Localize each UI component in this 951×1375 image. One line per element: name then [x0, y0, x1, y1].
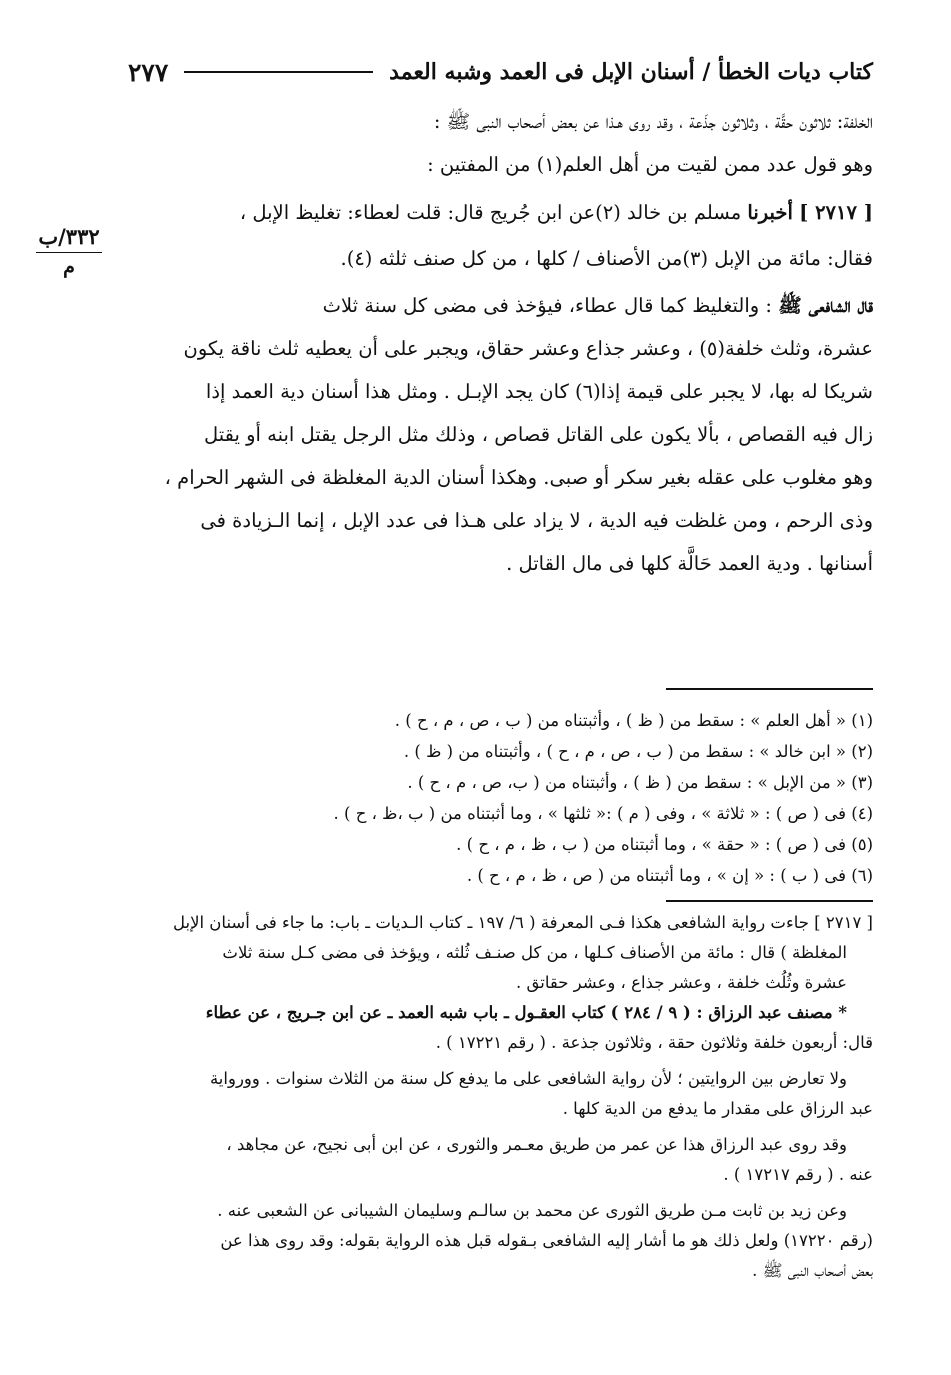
folio-number: ٣٣٢/ب: [38, 224, 100, 249]
folio-marker: [30, 224, 108, 278]
text-line: أسنانها . ودية العمد حَالَّة كلها فى مال القاتل .: [506, 552, 873, 575]
commentary-line: قال: أربعون خلفة وثلاثون حقة ، وثلاثون جذعة . ( رقم ١٧٢٢١ ) .: [435, 1033, 873, 1052]
footnote-item: (٥) فى ( ص ) : « حقة » ، وما أثبتناه من ( ب ، ظ ، م ، ح ) .: [456, 835, 873, 854]
footnote-item: (١) « أهل العلم » : سقط من ( ظ ) ، وأثبتناه من ( ب ، ص ، م ، ح ) .: [394, 711, 873, 730]
footnote-item: (٦) فى ( ب ) : « إن » ، وما أثبتناه من ( ص ، ظ ، م ، ح ) .: [466, 866, 873, 885]
text-line: فقال: مائة من الإبل (٣)من الأصناف / كلها ، من كل صنف ثلثه (٤).: [340, 247, 873, 270]
text-line: عشرة، وثلث خلفة(٥) ، وعشر جذاع وعشر حقاق، ويجبر على أن يعطيه ثلث ناقة يكون: [183, 337, 873, 360]
header-rule: [184, 71, 373, 73]
hadith-text: مسلم بن خالد (٢)عن ابن جُريج قال: قلت لعطاء: تغليظ الإبل ،: [239, 201, 748, 224]
paragraph-text: : والتغليظ كما قال عطاء، فيؤخذ فى مضى كل سنة ثلاث: [322, 294, 779, 317]
footnote-item: (٤) فى ( ص ) : « ثلاثة » ، وفى ( م ) :« ثلثها » ، وما أثبتناه من ( ب ،ظ ، ح ) .: [333, 804, 873, 823]
commentary-line: عبد الرزاق على مقدار ما يدفع من الدية كلها .: [562, 1099, 873, 1118]
text-line: شريكا له بها، لا يجبر على قيمة إذا(٦) كان يجد الإبـل . ومثل هذا أسنان دية العمد إذا: [205, 380, 873, 403]
shafii-commentary: [128, 284, 873, 585]
footnote-separator: [666, 688, 873, 690]
editor-commentary: [128, 908, 873, 1286]
footnote-item: (٣) « من الإبل » : سقط من ( ظ ) ، وأثبتناه من ( ب، ص ، م ، ح ) .: [407, 773, 873, 792]
hadith-lead: أخبرنا: [747, 201, 793, 224]
manuscript-siglum: م: [63, 256, 75, 278]
page-number: ٢٧٧: [128, 57, 169, 87]
commentary-line: بعض أصحاب النبى ﷺ .: [752, 1261, 873, 1280]
text-line: وهو قول عدد ممن لقيت من أهل العلم(١) من المفتين :: [427, 153, 873, 176]
commentary-line: ولا تعارض بين الروايتين ؛ لأن رواية الشافعى على ما يدفع كل سنة من الثلاث سنوات . وورواية: [209, 1069, 847, 1088]
text-line: [128, 284, 873, 327]
commentary-line: [ ٢٧١٧ ] جاءت رواية الشافعى هكذا فـى المعرفة ( ٦/ ١٩٧ ـ كتاب الـديات ـ باب: ما جاء فى أسنان الإبل: [172, 913, 873, 932]
text-line: وهو مغلوب على عقله بغير سكر أو صبى. وهكذا أسنان الدية المغلظة فى الشهر الحرام ،: [164, 466, 873, 489]
commentary-line: المغلظة ) قال : مائة من الأصناف كـلها ، من كل صنـف ثُلثه ، ويؤخذ فى مضى كـل سنة ثلاث: [222, 943, 847, 962]
footnotes: [128, 705, 873, 891]
commentary-line: وقد روى عبد الرزاق هذا عن عمر من طريق معـمر والثورى ، عن ابن أبى نجيح، عن مجاهد ،: [226, 1135, 847, 1154]
hadith-2717: [128, 190, 873, 282]
hadith-number: [ ٢٧١٧ ]: [799, 201, 873, 224]
commentary-line: عنه . ( رقم ١٧٢١٧ ) .: [723, 1165, 873, 1184]
commentary-separator: [666, 900, 873, 902]
text-line: الخلفة: ثلاثون حقَّة ، وثلاثون جذَعة ، وقد روى هـذا عن بعض أصحاب النبى ﷺ :: [433, 110, 873, 133]
commentary-line: * مصنف عبد الرزاق : ( ٩ / ٢٨٤ ) كتاب العقـول ـ باب شبه العمد ـ عن ابن جـريج ، عن عطاء: [205, 1003, 847, 1022]
text-line: [128, 190, 873, 236]
page-header: [128, 55, 873, 89]
footnote-item: (٢) « ابن خالد » : سقط من ( ب ، ص ، م ، ح ) ، وأثبتناه من ( ظ ) .: [403, 742, 873, 761]
commentary-line: (رقم ١٧٢٢٠) ولعل ذلك هو ما أشار إليه الشافعى بـقوله قبل هذه الرواية بقوله: وقد روى هذا عن: [220, 1231, 873, 1250]
paragraph-continuation: [128, 100, 873, 186]
text-line: زال فيه القصاص ، بألا يكون على القاتل قصاص ، وذلك مثل الرجل يقتل ابنه أو يقتل: [203, 423, 873, 446]
folio-divider: [36, 252, 102, 253]
speaker-lead: قال الشافعى ﷺ: [778, 294, 873, 317]
text-line: وذى الرحم ، ومن غلظت فيه الدية ، لا يزاد على هـذا فى عدد الإبل ، إنما الـزيادة فى: [200, 509, 873, 532]
commentary-line: عشرة وثُلُث خلفة ، وعشر جذاع ، وعشر حقاتق .: [516, 973, 847, 992]
running-title: كتاب ديات الخطأ / أسنان الإبل فى العمد وشبه العمد: [389, 59, 873, 85]
commentary-line: وعن زيد بن ثابت مـن طريق الثورى عن محمد بن سالـم وسليمان الشيبانى عن الشعبى عنه .: [217, 1201, 847, 1220]
